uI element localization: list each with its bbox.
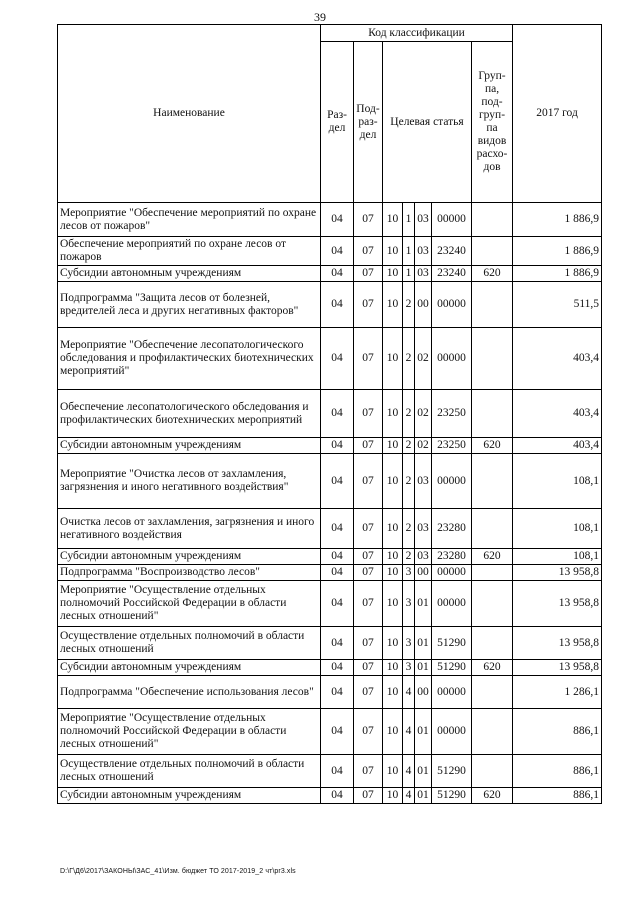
row-name: Мероприятие "Обеспечение мероприятий по охране лесов от пожаров" — [58, 203, 321, 237]
table-row — [58, 581, 602, 627]
row-cs-event: 01 — [415, 627, 432, 660]
row-expense-type — [472, 676, 513, 709]
row-cs-program: 10 — [383, 565, 403, 581]
row-cs-direction: 00000 — [432, 454, 472, 509]
table-row — [58, 755, 602, 788]
row-expense-type — [472, 581, 513, 627]
row-expense-type: 620 — [472, 549, 513, 565]
row-amount: 108,1 — [513, 509, 602, 549]
row-razdel: 04 — [321, 549, 354, 565]
row-amount: 13 958,8 — [513, 581, 602, 627]
row-cs-subprogram: 1 — [403, 237, 415, 266]
row-cs-program: 10 — [383, 282, 403, 328]
row-expense-type: 620 — [472, 660, 513, 676]
row-cs-subprogram: 3 — [403, 660, 415, 676]
row-cs-subprogram: 2 — [403, 328, 415, 390]
row-expense-type — [472, 203, 513, 237]
table-row — [58, 549, 602, 565]
header-podrazdel-label: Под- раз- дел — [356, 102, 380, 141]
row-amount: 886,1 — [513, 709, 602, 755]
row-cs-direction: 00000 — [432, 709, 472, 755]
row-cs-event: 01 — [415, 660, 432, 676]
row-cs-event: 03 — [415, 203, 432, 237]
row-name: Мероприятие "Обеспечение лесопатологического обследования и профилактических биотехнических мероприятий" — [58, 328, 321, 390]
row-cs-direction: 23250 — [432, 438, 472, 454]
row-amount: 886,1 — [513, 755, 602, 788]
row-amount: 13 958,8 — [513, 565, 602, 581]
row-amount: 403,4 — [513, 390, 602, 438]
header-razdel-label: Раз- дел — [327, 109, 347, 134]
row-razdel: 04 — [321, 328, 354, 390]
row-cs-subprogram: 2 — [403, 282, 415, 328]
row-cs-event: 01 — [415, 788, 432, 804]
row-expense-type — [472, 282, 513, 328]
row-cs-event: 02 — [415, 328, 432, 390]
row-cs-program: 10 — [383, 328, 403, 390]
row-name: Субсидии автономным учреждениям — [58, 438, 321, 454]
header-code: Код классификации — [321, 25, 513, 42]
row-cs-program: 10 — [383, 454, 403, 509]
row-cs-direction: 00000 — [432, 282, 472, 328]
row-podrazdel: 07 — [354, 788, 383, 804]
row-amount: 13 958,8 — [513, 660, 602, 676]
row-name: Мероприятие "Осуществление отдельных полномочий Российской Федерации в области лесных отношений" — [58, 709, 321, 755]
row-cs-direction: 51290 — [432, 788, 472, 804]
row-cs-direction: 23250 — [432, 390, 472, 438]
row-razdel: 04 — [321, 788, 354, 804]
header-year — [513, 25, 602, 203]
row-cs-subprogram: 3 — [403, 627, 415, 660]
row-cs-program: 10 — [383, 676, 403, 709]
row-expense-type — [472, 390, 513, 438]
table-row — [58, 788, 602, 804]
row-podrazdel: 07 — [354, 390, 383, 438]
row-cs-event: 03 — [415, 549, 432, 565]
row-cs-direction: 23280 — [432, 549, 472, 565]
row-podrazdel: 07 — [354, 454, 383, 509]
row-razdel: 04 — [321, 627, 354, 660]
row-razdel: 04 — [321, 203, 354, 237]
header-gruppa-label: Груп- па, под- груп- па видов расхо- дов — [476, 70, 508, 173]
row-cs-direction: 00000 — [432, 328, 472, 390]
row-cs-program: 10 — [383, 390, 403, 438]
row-amount: 13 958,8 — [513, 627, 602, 660]
row-cs-direction: 51290 — [432, 755, 472, 788]
header-podrazdel — [354, 42, 383, 203]
row-amount: 511,5 — [513, 282, 602, 328]
row-expense-type: 620 — [472, 438, 513, 454]
table-row — [58, 565, 602, 581]
row-expense-type — [472, 627, 513, 660]
table-row — [58, 203, 602, 237]
header-razdel — [321, 42, 354, 203]
row-cs-event: 02 — [415, 438, 432, 454]
row-cs-event: 03 — [415, 509, 432, 549]
row-cs-direction: 23240 — [432, 237, 472, 266]
row-cs-direction: 00000 — [432, 676, 472, 709]
table-row — [58, 454, 602, 509]
file-path-footer: D:\Г\Д6\2017\ЗАКОНЫ\ЗАС_41\Изм. бюджет ТО 2017-2019_2 чт\pr3.xls — [60, 868, 296, 875]
row-expense-type — [472, 755, 513, 788]
budget-table — [57, 24, 602, 804]
row-name: Осуществление отдельных полномочий в области лесных отношений — [58, 755, 321, 788]
row-expense-type — [472, 328, 513, 390]
row-razdel: 04 — [321, 660, 354, 676]
table-row — [58, 237, 602, 266]
row-cs-event: 00 — [415, 282, 432, 328]
row-cs-program: 10 — [383, 627, 403, 660]
row-razdel: 04 — [321, 282, 354, 328]
row-amount: 886,1 — [513, 788, 602, 804]
row-expense-type — [472, 454, 513, 509]
row-razdel: 04 — [321, 581, 354, 627]
table-body — [58, 203, 602, 804]
row-expense-type — [472, 709, 513, 755]
row-razdel: 04 — [321, 390, 354, 438]
row-cs-event: 03 — [415, 266, 432, 282]
row-name: Подпрограмма "Воспроизводство лесов" — [58, 565, 321, 581]
row-name: Очистка лесов от захламления, загрязнения и иного негативного воздействия — [58, 509, 321, 549]
row-razdel: 04 — [321, 709, 354, 755]
row-podrazdel: 07 — [354, 509, 383, 549]
row-cs-program: 10 — [383, 755, 403, 788]
row-podrazdel: 07 — [354, 266, 383, 282]
row-amount: 403,4 — [513, 438, 602, 454]
row-podrazdel: 07 — [354, 627, 383, 660]
row-name: Мероприятие "Осуществление отдельных полномочий Российской Федерации в области лесных отношений" — [58, 581, 321, 627]
row-cs-subprogram: 1 — [403, 203, 415, 237]
row-podrazdel: 07 — [354, 328, 383, 390]
row-name: Субсидии автономным учреждениям — [58, 549, 321, 565]
row-podrazdel: 07 — [354, 203, 383, 237]
row-amount: 1 886,9 — [513, 266, 602, 282]
row-razdel: 04 — [321, 676, 354, 709]
row-cs-event: 03 — [415, 454, 432, 509]
row-podrazdel: 07 — [354, 676, 383, 709]
row-expense-type: 620 — [472, 788, 513, 804]
row-podrazdel: 07 — [354, 755, 383, 788]
row-cs-program: 10 — [383, 788, 403, 804]
row-name: Подпрограмма "Защита лесов от болезней, вредителей леса и других негативных факторов" — [58, 282, 321, 328]
row-podrazdel: 07 — [354, 660, 383, 676]
row-cs-direction: 00000 — [432, 581, 472, 627]
row-cs-event: 02 — [415, 390, 432, 438]
row-name: Подпрограмма "Обеспечение использования лесов" — [58, 676, 321, 709]
row-cs-event: 01 — [415, 709, 432, 755]
header-row-top — [58, 25, 602, 42]
row-cs-subprogram: 4 — [403, 788, 415, 804]
row-cs-program: 10 — [383, 203, 403, 237]
row-razdel: 04 — [321, 755, 354, 788]
row-cs-subprogram: 3 — [403, 565, 415, 581]
row-cs-event: 00 — [415, 565, 432, 581]
row-amount: 108,1 — [513, 549, 602, 565]
header-name: Наименование — [58, 25, 321, 203]
row-cs-direction: 51290 — [432, 627, 472, 660]
row-cs-subprogram: 3 — [403, 581, 415, 627]
row-amount: 108,1 — [513, 454, 602, 509]
header-celevaya: Целевая статья — [383, 42, 472, 203]
row-cs-direction: 00000 — [432, 565, 472, 581]
row-cs-program: 10 — [383, 581, 403, 627]
row-cs-program: 10 — [383, 266, 403, 282]
row-name: Обеспечение лесопатологического обследования и профилактических биотехнических мероприятий — [58, 390, 321, 438]
row-cs-program: 10 — [383, 549, 403, 565]
row-cs-direction: 51290 — [432, 660, 472, 676]
row-cs-direction: 23280 — [432, 509, 472, 549]
row-cs-subprogram: 1 — [403, 266, 415, 282]
row-razdel: 04 — [321, 237, 354, 266]
header-year-label: 2017 год — [536, 107, 578, 119]
row-name: Субсидии автономным учреждениям — [58, 266, 321, 282]
row-expense-type: 620 — [472, 266, 513, 282]
table-row — [58, 282, 602, 328]
table-row — [58, 438, 602, 454]
row-cs-event: 01 — [415, 755, 432, 788]
row-amount: 1 886,9 — [513, 203, 602, 237]
table-row — [58, 509, 602, 549]
row-name: Субсидии автономным учреждениям — [58, 660, 321, 676]
row-cs-program: 10 — [383, 509, 403, 549]
row-podrazdel: 07 — [354, 438, 383, 454]
row-razdel: 04 — [321, 266, 354, 282]
table-row — [58, 266, 602, 282]
row-amount: 1 886,9 — [513, 237, 602, 266]
row-podrazdel: 07 — [354, 549, 383, 565]
row-name: Осуществление отдельных полномочий в области лесных отношений — [58, 627, 321, 660]
table-row — [58, 660, 602, 676]
row-cs-program: 10 — [383, 237, 403, 266]
row-name: Мероприятие "Очистка лесов от захламления, загрязнения и иного негативного воздействия" — [58, 454, 321, 509]
row-razdel: 04 — [321, 509, 354, 549]
row-cs-subprogram: 2 — [403, 549, 415, 565]
table-row — [58, 709, 602, 755]
row-cs-subprogram: 4 — [403, 755, 415, 788]
row-cs-direction: 23240 — [432, 266, 472, 282]
row-cs-event: 03 — [415, 237, 432, 266]
table-row — [58, 390, 602, 438]
row-cs-program: 10 — [383, 709, 403, 755]
row-expense-type — [472, 237, 513, 266]
row-cs-subprogram: 2 — [403, 454, 415, 509]
row-cs-program: 10 — [383, 438, 403, 454]
header-gruppa — [472, 42, 513, 203]
row-cs-subprogram: 2 — [403, 509, 415, 549]
row-podrazdel: 07 — [354, 581, 383, 627]
row-cs-subprogram: 4 — [403, 709, 415, 755]
row-razdel: 04 — [321, 438, 354, 454]
row-podrazdel: 07 — [354, 565, 383, 581]
row-razdel: 04 — [321, 565, 354, 581]
row-amount: 1 286,1 — [513, 676, 602, 709]
page-number: 39 — [314, 10, 326, 24]
row-cs-subprogram: 2 — [403, 390, 415, 438]
row-podrazdel: 07 — [354, 282, 383, 328]
table-row — [58, 328, 602, 390]
row-cs-event: 00 — [415, 676, 432, 709]
row-cs-subprogram: 4 — [403, 676, 415, 709]
row-cs-direction: 00000 — [432, 203, 472, 237]
row-cs-subprogram: 2 — [403, 438, 415, 454]
row-podrazdel: 07 — [354, 709, 383, 755]
row-razdel: 04 — [321, 454, 354, 509]
row-expense-type — [472, 565, 513, 581]
row-podrazdel: 07 — [354, 237, 383, 266]
row-expense-type — [472, 509, 513, 549]
row-cs-program: 10 — [383, 660, 403, 676]
table-row — [58, 676, 602, 709]
table-row — [58, 627, 602, 660]
row-amount: 403,4 — [513, 328, 602, 390]
row-cs-event: 01 — [415, 581, 432, 627]
row-name: Обеспечение мероприятий по охране лесов от пожаров — [58, 237, 321, 266]
row-name: Субсидии автономным учреждениям — [58, 788, 321, 804]
